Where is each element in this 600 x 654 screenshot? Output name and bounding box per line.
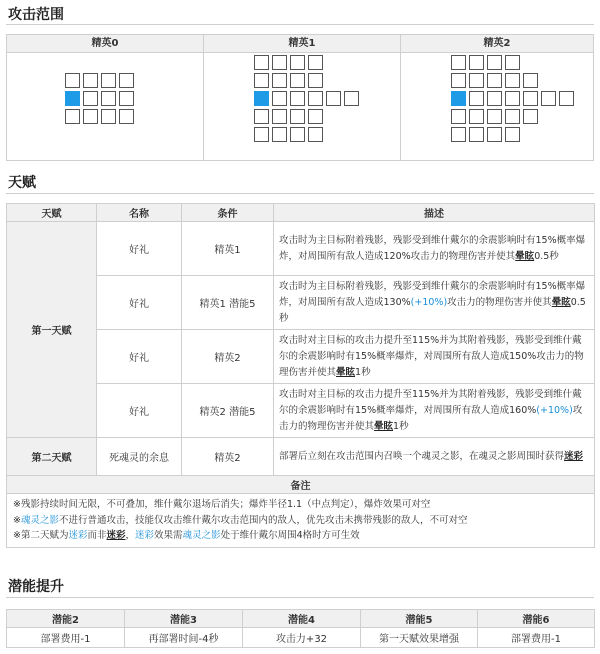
desc-bonus: (+10%) [536,404,573,416]
desc-text: 0.5秒 [534,250,559,262]
range-tile [290,91,305,106]
range-tile [523,109,538,124]
talent-cond-cell: 精英1 潜能5 [182,276,274,330]
range-tile [254,73,269,88]
talent-col-cond: 条件 [182,204,274,222]
range-tile [101,91,116,106]
camouflage-link[interactable]: 迷彩 [135,530,155,541]
range-tile [83,91,98,106]
note-text: 处于维什戴尔周围4格时方可生效 [220,530,360,541]
note-text: 不进行普通攻击，技能仅攻击维什戴尔攻击范围内的敌人，优先攻击未携带残影的敌人，不可对空 [58,514,468,526]
potential-value: 再部署时间-4秒 [125,628,243,648]
range-tile [254,55,269,70]
range-col-elite2 [401,35,593,160]
range-tile [272,91,287,106]
range-tile [451,127,466,142]
range-tile [505,91,520,106]
range-tile [469,73,484,88]
range-tile [101,109,116,124]
desc-text: 1秒 [393,420,409,432]
talent-desc-cell [274,276,595,330]
camouflage-link[interactable]: 迷彩 [564,450,584,462]
note-text: 效果需 [154,530,183,541]
range-tile [272,127,287,142]
stun-link[interactable]: 晕眩 [374,420,394,432]
talent-desc-cell [274,438,595,476]
range-col-elite1 [204,35,401,160]
camouflage-link[interactable]: 迷彩 [106,530,126,541]
note-line [13,528,588,544]
potential-value: 部署费用-1 [478,628,595,648]
range-header-elite1: 精英1 [204,35,400,53]
range-tile [65,109,80,124]
talent-desc-cell [274,384,595,438]
talent-desc-cell [274,330,595,384]
potential-header: 潜能6 [478,610,595,628]
table-row [7,438,595,476]
note-text: ※ [13,514,21,526]
talent-cond-cell: 精英2 [182,438,274,476]
talent-header-row [7,204,595,222]
range-tile [487,109,502,124]
range-tile [290,127,305,142]
range-tile [451,55,466,70]
note-text: 而非 [87,530,107,541]
table-row [7,222,595,276]
note-line [13,513,588,529]
range-tile [344,91,359,106]
note-text: ※残影持续时间无限，不可叠加，维什戴尔退场后消失；爆炸半径1.1（中点判定），爆炸效果可对空 [13,499,431,510]
range-tile [254,127,269,142]
talent-cond-cell: 精英2 [182,330,274,384]
range-tile [290,109,305,124]
talent-group-first: 第一天赋 [7,222,97,438]
potential-value: 第一天赋效果增强 [361,628,478,648]
potential-table [6,609,595,648]
desc-text: 部署后立刻在攻击范围内召唤一个魂灵之影，在魂灵之影周围时获得 [279,450,565,462]
desc-text: 攻击力的物理伤害并使其 [447,296,552,308]
range-tile [290,73,305,88]
range-tile [559,91,574,106]
range-tile [83,73,98,88]
desc-text: 攻击时为主目标附着残影，残影受到维什戴尔的余震影响时有15%概率爆炸，对周围所有敌人造成120%攻击力的物理伤害并使其 [279,234,586,262]
range-tile [272,109,287,124]
talent-name-cell: 好礼 [97,222,182,276]
potential-value-row [7,628,595,648]
talent-col-talent: 天赋 [7,204,97,222]
range-tile [487,73,502,88]
range-tile [487,127,502,142]
range-header-elite2: 精英2 [401,35,593,53]
range-tile [505,127,520,142]
potential-value: 攻击力+32 [243,628,361,648]
range-tile [272,73,287,88]
notes-row [7,494,595,548]
talent-cond-cell: 精英2 潜能5 [182,384,274,438]
range-tile [83,109,98,124]
potential-header: 潜能2 [7,610,125,628]
soul-shadow-link[interactable]: 魂灵之影 [182,530,221,541]
potential-header-row [7,610,595,628]
talent-table [6,203,595,548]
desc-text: 攻击时为主目标附着残影，残影受到维什戴尔的余震影响时有15%概率爆炸，对周围所有敌人造成130% [279,280,586,308]
range-tile [469,127,484,142]
potential-section-rule [6,597,594,598]
range-tile [505,73,520,88]
range-tile [505,109,520,124]
range-tile [65,73,80,88]
talent-section-title: 天赋 [8,175,36,191]
talent-col-name: 名称 [97,204,182,222]
talent-group-second: 第二天赋 [7,438,97,476]
talent-name-cell: 死魂灵的余息 [97,438,182,476]
range-tile [487,91,502,106]
talent-name-cell: 好礼 [97,276,182,330]
camouflage-link[interactable]: 迷彩 [68,530,88,541]
range-tile [451,109,466,124]
range-tile [469,55,484,70]
range-tile [308,91,323,106]
range-tile [451,73,466,88]
note-text: ， [125,530,136,541]
range-tile [119,91,134,106]
desc-text: 0.5秒 [279,296,586,324]
range-tile [272,55,287,70]
talent-name-cell: 好礼 [97,384,182,438]
notes-header-row [7,476,595,494]
potential-header: 潜能4 [243,610,361,628]
range-box [6,34,594,161]
potential-header: 潜能3 [125,610,243,628]
notes-cell [7,494,595,548]
range-tile [119,73,134,88]
soul-shadow-link[interactable]: 魂灵之影 [20,514,59,526]
talent-name-cell: 好礼 [97,330,182,384]
range-col-elite0 [7,35,204,160]
range-section-title: 攻击范围 [8,7,64,23]
talent-desc-cell [274,222,595,276]
range-tile [308,127,323,142]
stun-link[interactable]: 晕眩 [551,296,571,308]
desc-text: 攻击时对主目标的攻击力提升至115%并为其附着残影，残影受到维什戴尔的余震影响时有15%概率爆炸，对周围所有敌人造成160% [279,388,582,416]
range-tile [523,73,538,88]
operator-tile [254,91,269,106]
range-tile [326,91,341,106]
stun-link[interactable]: 晕眩 [515,250,535,262]
range-tile [469,109,484,124]
desc-text: 1秒 [355,366,371,378]
talent-col-desc: 描述 [274,204,595,222]
range-tile [308,55,323,70]
desc-text: 攻击力的物理伤害并使其 [279,404,583,432]
range-header-elite0: 精英0 [7,35,203,53]
notes-header: 备注 [7,476,595,494]
range-section-rule [6,24,594,25]
range-tile [487,55,502,70]
note-text: ※第二天赋为 [13,530,69,541]
range-tile [505,55,520,70]
range-tile [308,73,323,88]
potential-section-title: 潜能提升 [8,579,64,595]
range-tile [290,55,305,70]
stun-link[interactable]: 晕眩 [336,366,356,378]
operator-tile [451,91,466,106]
desc-bonus: (+10%) [410,296,448,308]
potential-header: 潜能5 [361,610,478,628]
talent-section-rule [6,193,594,194]
desc-text: 攻击时对主目标的攻击力提升至115%并为其附着残影，残影受到维什戴尔的余震影响时有15%概率爆炸，对周围所有敌人造成150%攻击力的物理伤害并使其 [279,334,584,378]
range-tile [308,109,323,124]
operator-tile [65,91,80,106]
potential-value: 部署费用-1 [7,628,125,648]
range-tile [469,91,484,106]
note-line [13,497,588,513]
range-tile [101,73,116,88]
talent-cond-cell: 精英1 [182,222,274,276]
range-tile [523,91,538,106]
range-tile [541,91,556,106]
range-tile [254,109,269,124]
range-tile [119,109,134,124]
